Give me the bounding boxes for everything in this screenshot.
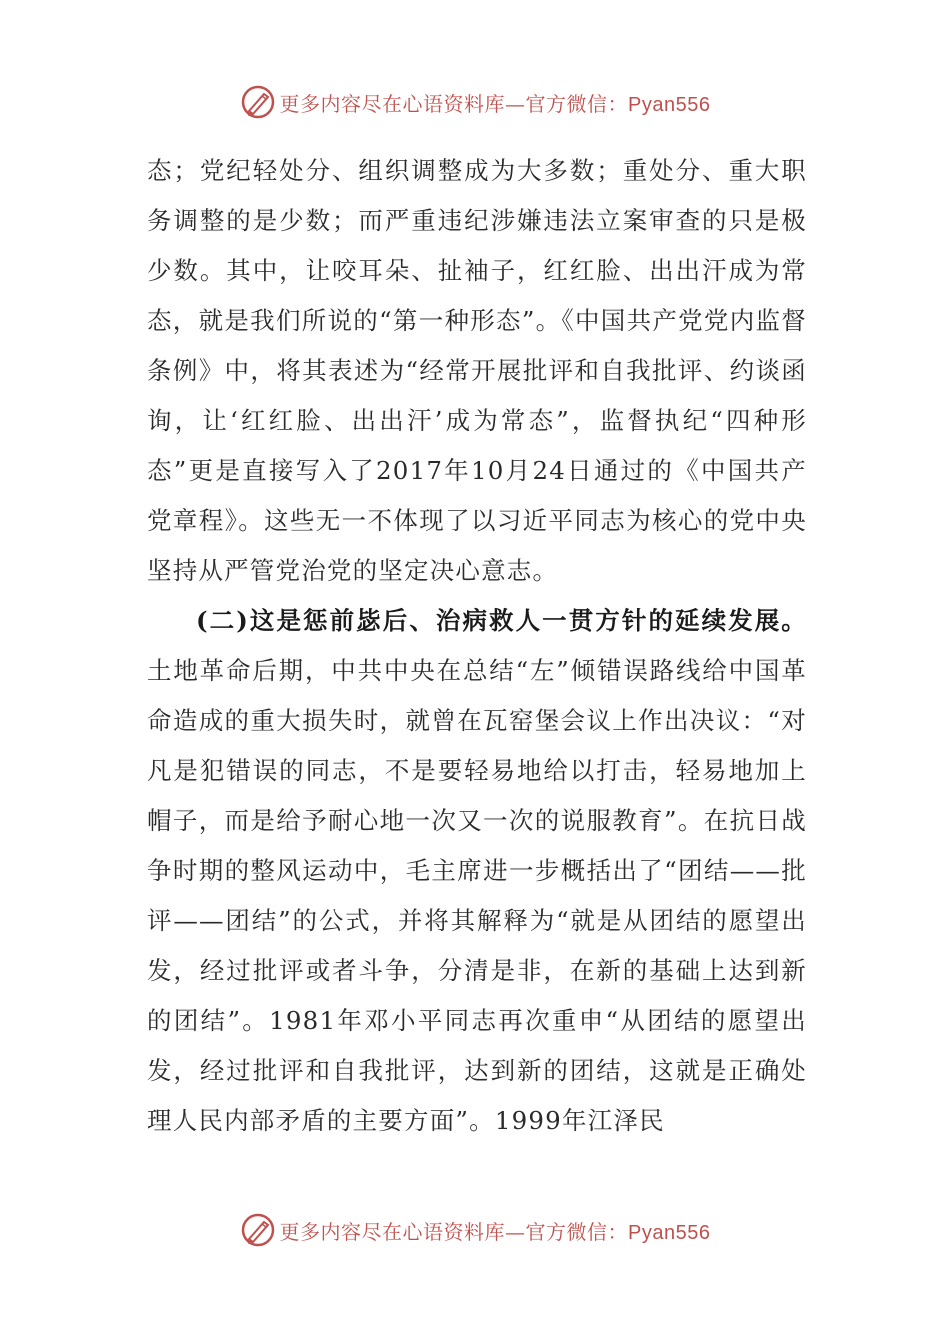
watermark-prefix: 更多内容尽在心语资料库—官方微信：: [279, 1219, 629, 1244]
watermark-text: [280, 88, 711, 117]
pen-logo-icon: [240, 84, 276, 120]
footer-watermark: [0, 1208, 950, 1252]
watermark-wechat-id: Pyan556: [628, 1221, 711, 1244]
watermark-text: [280, 1216, 711, 1245]
header-watermark: [0, 80, 950, 124]
paragraph-section-2: [147, 596, 807, 1146]
document-body: [147, 146, 807, 1146]
section-text: 土地革命后期，中共中央在总结“左”倾错误路线给中国革命造成的重大损失时，就曾在瓦窑堡会议上作出决议：“对凡是犯错误的同志，不是要轻易地给以打击，轻易地加上帽子，而是给予耐心地一次又一次的说服教育”。在抗日战争时期的整风运动中，毛主席进一步概括出了“团结——批评——团结”的公式，并将其解释为“就是从团结的愿望出发，经过批评或者斗争，分清是非，在新的基础上达到新的团结”。1981年邓小平同志再次重申“从团结的愿望出发，经过批评和自我批评，达到新的团结，这就是正确处理人民内部矛盾的主要方面”。1999年江泽民: [147, 656, 807, 1135]
watermark-prefix: 更多内容尽在心语资料库—官方微信：: [279, 91, 629, 116]
section-heading: (二)这是惩前毖后、治病救人一贯方针的延续发展。: [196, 606, 807, 635]
watermark-wechat-id: Pyan556: [628, 93, 711, 116]
pen-logo-icon: [240, 1212, 276, 1248]
paragraph-continued: 态；党纪轻处分、组织调整成为大多数；重处分、重大职务调整的是少数；而严重违纪涉嫌违法立案审查的只是极少数。其中，让咬耳朵、扯袖子，红红脸、出出汗成为常态，就是我们所说的“第一种形态”。《中国共产党党内监督条例》中，将其表述为“经常开展批评和自我批评、约谈函询，让‘红红脸、出出汗’成为常态”，监督执纪“四种形态”更是直接写入了2017年10月24日通过的《中国共产党章程》。这些无一不体现了以习近平同志为核心的党中央坚持从严管党治党的坚定决心意志。: [147, 156, 807, 585]
